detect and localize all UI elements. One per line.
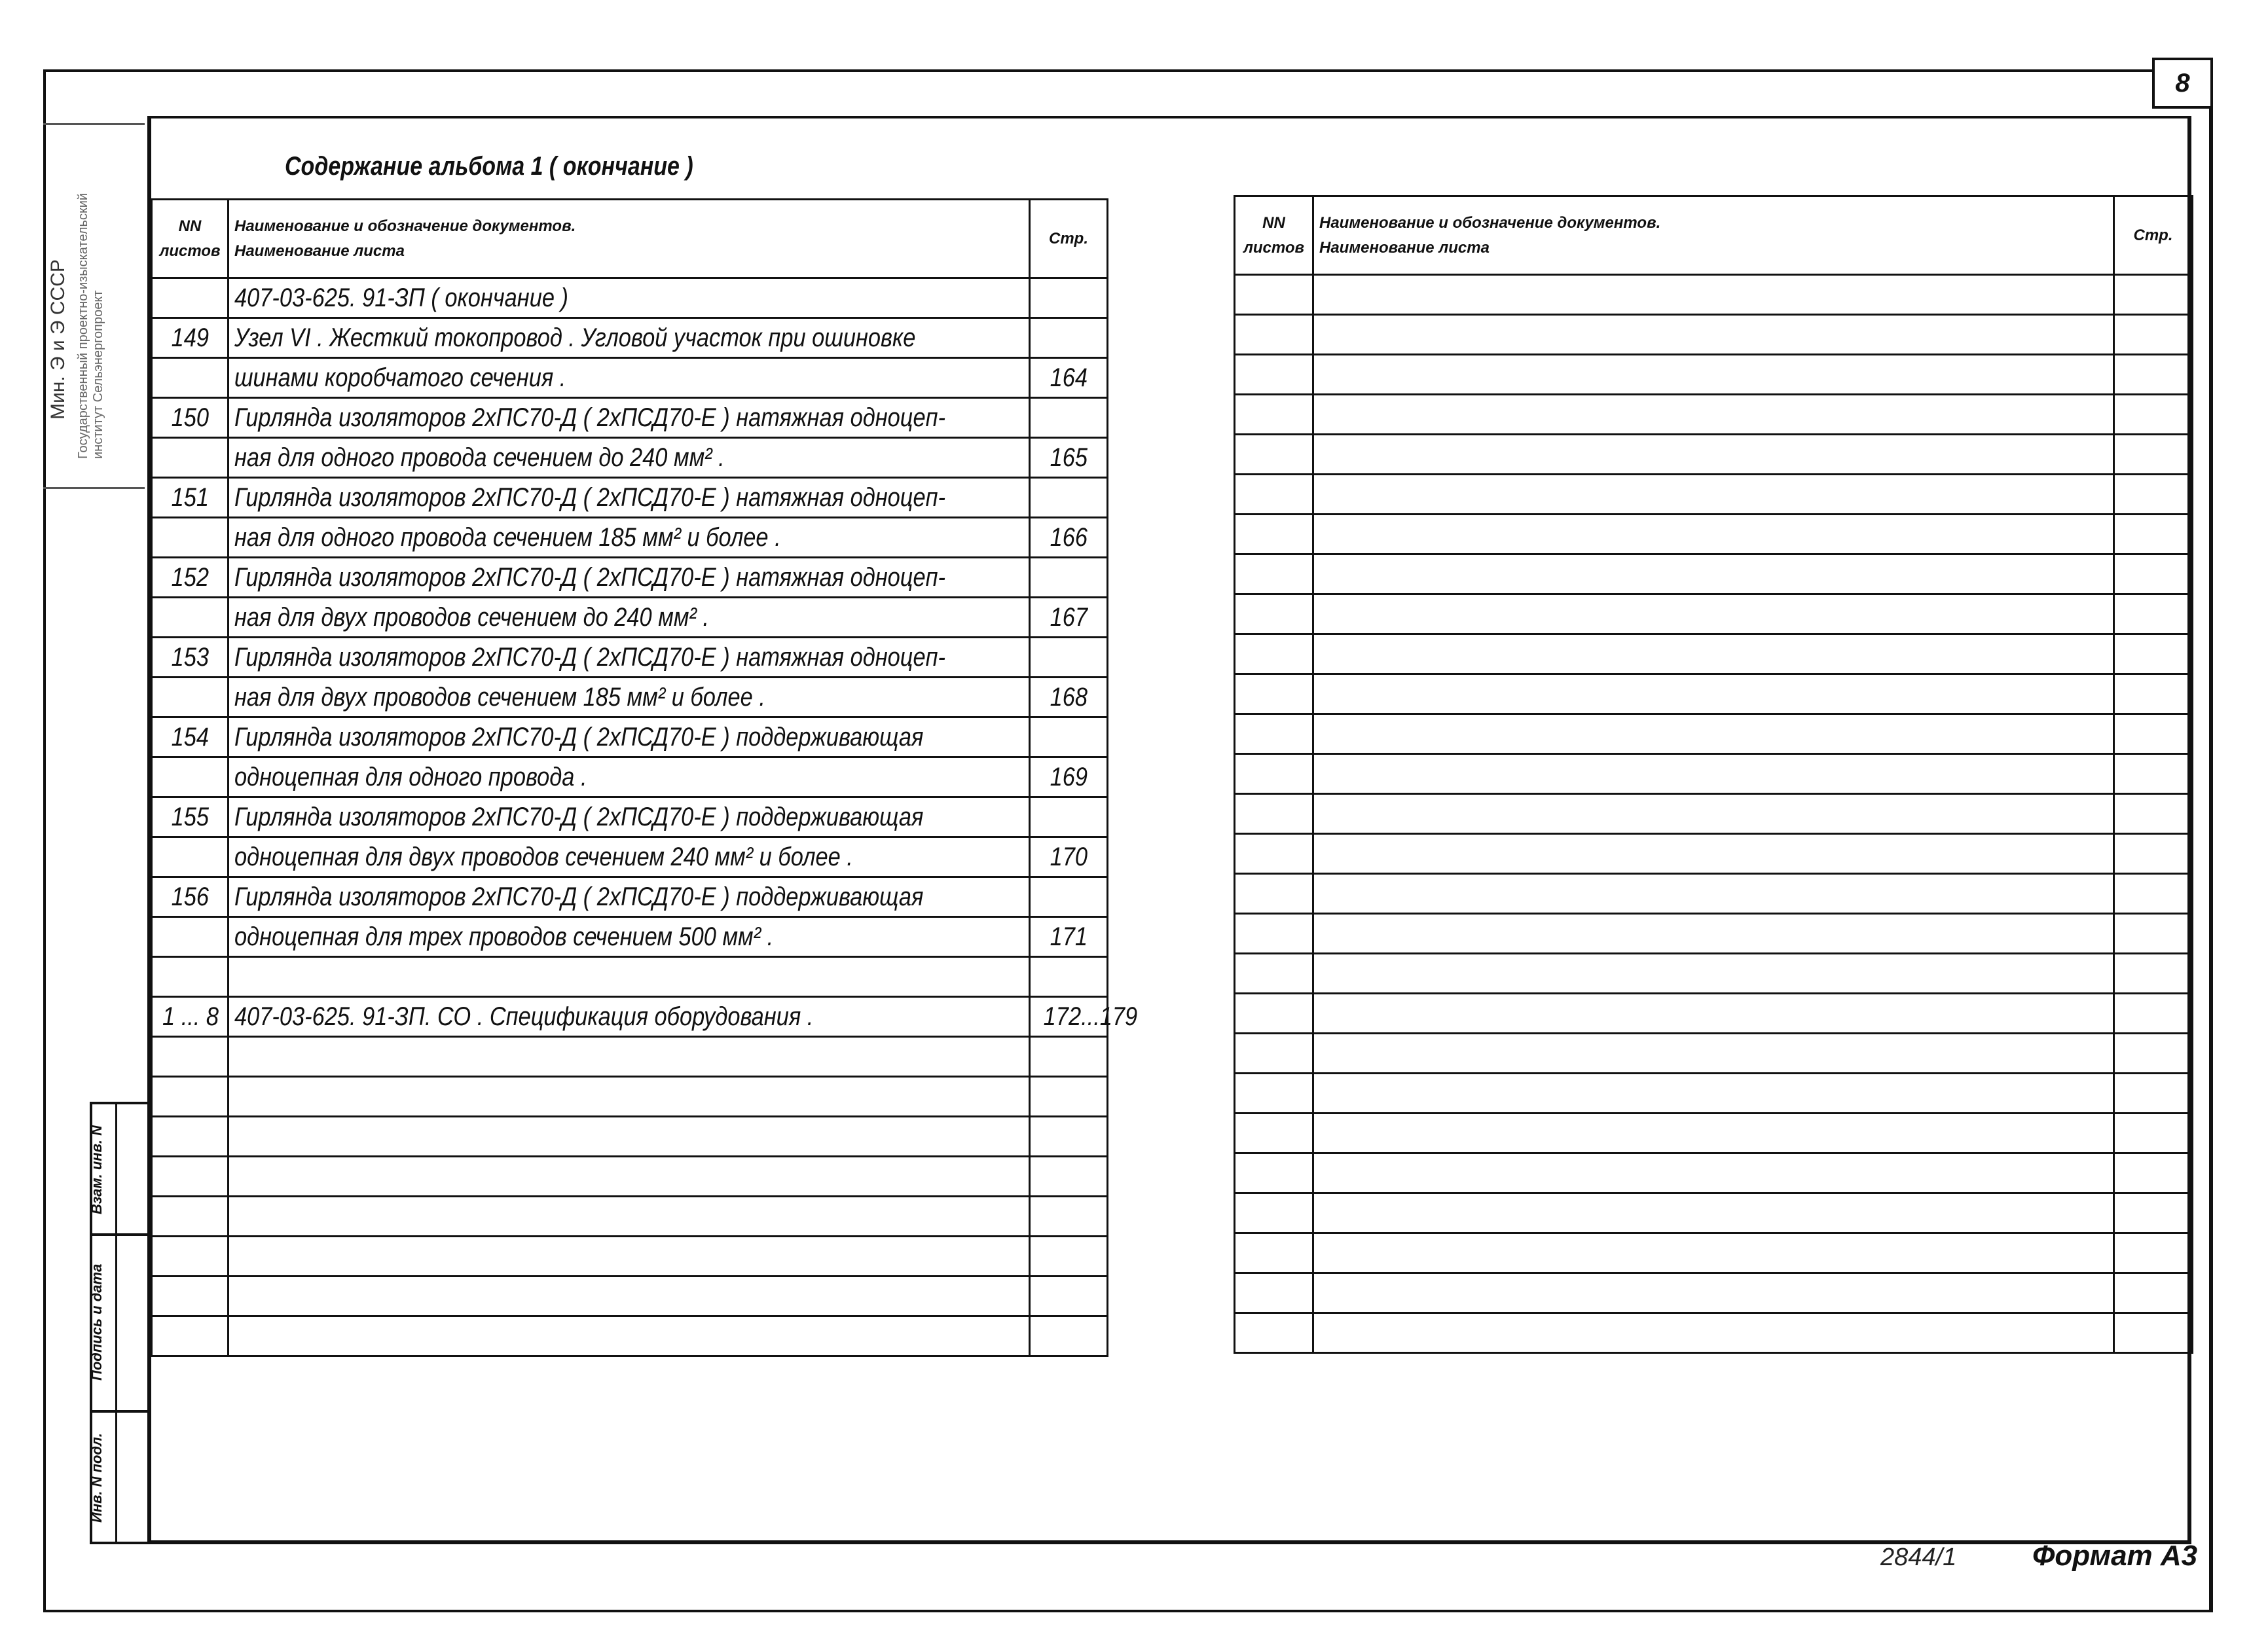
table-row <box>152 837 1108 877</box>
empty-cell <box>1313 395 2114 435</box>
table-row <box>152 638 1108 678</box>
empty-cell <box>2114 634 2193 674</box>
document-number: 2844/1 <box>1880 1544 1957 1571</box>
row-text-cell <box>229 278 1030 318</box>
empty-cell <box>1235 834 1313 874</box>
row-text-cell <box>229 717 1030 757</box>
row-text: одноцепная для двух проводов сечением 240 мм² и более . <box>234 842 853 871</box>
header-name-line1: Наименование и обозначение документов. <box>234 217 576 235</box>
row-page-cell <box>1030 797 1108 837</box>
empty-cell <box>1313 794 2114 834</box>
row-num-cell <box>152 558 229 598</box>
empty-cell <box>2114 315 2193 355</box>
empty-cell <box>1313 914 2114 954</box>
empty-cell <box>2114 395 2193 435</box>
row-page-cell <box>1030 1316 1108 1356</box>
empty-cell <box>1313 355 2114 395</box>
header-name <box>1313 196 2114 275</box>
empty-cell <box>1313 515 2114 554</box>
table-row <box>152 518 1108 558</box>
row-num-cell <box>152 877 229 917</box>
table-row <box>1235 1233 2193 1273</box>
podpis-data-label: Подпись и дата <box>88 1263 105 1381</box>
row-num: 1 ... 8 <box>162 1002 219 1031</box>
row-num-cell <box>152 598 229 638</box>
row-text-cell <box>229 678 1030 717</box>
table-row <box>1235 1074 2193 1114</box>
table-row <box>1235 275 2193 315</box>
row-num: 151 <box>171 482 209 512</box>
table-row <box>1235 1313 2193 1353</box>
empty-cell <box>1235 754 1313 794</box>
empty-cell <box>1313 1034 2114 1074</box>
header-name-line2: Наименование листа <box>234 242 405 260</box>
table-row <box>1235 914 2193 954</box>
empty-cell <box>1235 435 1313 475</box>
row-page-cell <box>1030 1197 1108 1237</box>
row-page: 169 <box>1050 762 1088 791</box>
row-num: 152 <box>171 562 209 592</box>
empty-cell <box>2114 1193 2193 1233</box>
row-num-cell <box>152 1197 229 1237</box>
table-row <box>152 1237 1108 1277</box>
row-text-cell <box>229 638 1030 678</box>
table-row <box>152 318 1108 358</box>
row-num: 156 <box>171 882 209 911</box>
inv-podl-label: Инв. N подл. <box>88 1433 105 1523</box>
table-row <box>152 678 1108 717</box>
row-text-cell <box>229 1277 1030 1316</box>
row-text-cell <box>229 997 1030 1037</box>
row-text: Гирлянда изоляторов 2хПС70-Д ( 2хПСД70-Е ) натяжная одноцеп- <box>234 403 945 432</box>
empty-cell <box>1313 634 2114 674</box>
row-text-cell <box>229 438 1030 478</box>
table-header <box>152 200 1108 278</box>
table-row <box>1235 634 2193 674</box>
empty-cell <box>2114 1273 2193 1313</box>
table-row <box>1235 475 2193 515</box>
empty-cell <box>1235 914 1313 954</box>
table-row <box>152 1316 1108 1356</box>
empty-cell <box>1235 355 1313 395</box>
empty-cell <box>2114 794 2193 834</box>
empty-cell <box>1235 954 1313 994</box>
organization-stamp <box>43 123 145 489</box>
empty-cell <box>1313 275 2114 315</box>
table-row <box>1235 554 2193 594</box>
row-num: 150 <box>171 403 209 432</box>
empty-cell <box>1235 475 1313 515</box>
row-page-cell <box>1030 278 1108 318</box>
table-row <box>152 1077 1108 1117</box>
row-num-cell <box>152 518 229 558</box>
row-text: одноцепная для трех проводов сечением 500 мм² . <box>234 922 774 951</box>
empty-cell <box>2114 515 2193 554</box>
row-num: 149 <box>171 323 209 352</box>
empty-cell <box>1313 1114 2114 1153</box>
row-page-cell <box>1030 1157 1108 1197</box>
empty-cell <box>2114 714 2193 754</box>
row-num-cell <box>152 1037 229 1077</box>
table-row <box>1235 714 2193 754</box>
row-num-cell <box>152 957 229 997</box>
empty-cell <box>1235 634 1313 674</box>
row-page-cell <box>1030 678 1108 717</box>
row-text-cell <box>229 558 1030 598</box>
row-text: 407-03-625. 91-ЗП ( окончание ) <box>234 283 568 312</box>
row-text: Гирлянда изоляторов 2хПС70-Д ( 2хПСД70-Е ) натяжная одноцеп- <box>234 482 945 512</box>
table-row <box>1235 754 2193 794</box>
empty-cell <box>1235 1193 1313 1233</box>
row-text: Гирлянда изоляторов 2хПС70-Д ( 2хПСД70-Е ) поддерживающая <box>234 882 924 911</box>
table-row <box>1235 674 2193 714</box>
table-row <box>152 278 1108 318</box>
empty-cell <box>1313 754 2114 794</box>
empty-cell <box>1235 674 1313 714</box>
empty-cell <box>1313 1074 2114 1114</box>
format-label: Формат А3 <box>2032 1540 2198 1572</box>
table-row <box>152 398 1108 438</box>
empty-cell <box>1313 874 2114 914</box>
header-num: NN листов <box>152 200 229 278</box>
table-row <box>152 1277 1108 1316</box>
row-page-cell <box>1030 438 1108 478</box>
row-text: ная для двух проводов сечением 185 мм² и более . <box>234 682 765 712</box>
row-text-cell <box>229 1237 1030 1277</box>
empty-cell <box>2114 1074 2193 1114</box>
empty-cell <box>1313 994 2114 1034</box>
row-text-cell <box>229 957 1030 997</box>
row-text-cell <box>229 1077 1030 1117</box>
empty-cell <box>1235 515 1313 554</box>
row-page-cell <box>1030 1037 1108 1077</box>
empty-cell <box>1313 1153 2114 1193</box>
row-num-cell <box>152 1157 229 1197</box>
empty-cell <box>1235 794 1313 834</box>
row-num-cell <box>152 757 229 797</box>
empty-cell <box>2114 1153 2193 1193</box>
row-page-cell <box>1030 997 1138 1037</box>
empty-cell <box>1313 1193 2114 1233</box>
row-text-cell <box>229 757 1030 797</box>
row-page-cell <box>1030 957 1108 997</box>
header-name <box>229 200 1030 278</box>
empty-cell <box>1235 1034 1313 1074</box>
row-text: 407-03-625. 91-ЗП. СО . Спецификация оборудования . <box>234 1002 814 1031</box>
row-num-cell <box>152 837 229 877</box>
empty-cell <box>1235 714 1313 754</box>
row-num-cell <box>152 797 229 837</box>
row-num-cell <box>152 917 229 957</box>
empty-cell <box>2114 874 2193 914</box>
table-header <box>1235 196 2193 275</box>
row-num-cell <box>152 1277 229 1316</box>
empty-cell <box>2114 594 2193 634</box>
empty-cell <box>1313 594 2114 634</box>
row-text-cell <box>229 1117 1030 1157</box>
table-row <box>152 757 1108 797</box>
header-page: Стр. <box>2114 196 2193 275</box>
row-num-cell <box>152 1077 229 1117</box>
row-page-cell <box>1030 757 1108 797</box>
table-row <box>152 478 1108 518</box>
empty-cell <box>2114 275 2193 315</box>
empty-cell <box>1235 1273 1313 1313</box>
row-page-cell <box>1030 1077 1108 1117</box>
row-text: Узел VI . Жесткий токопровод . Угловой участок при ошиновке <box>234 323 916 352</box>
row-page-cell <box>1030 1117 1108 1157</box>
row-page-cell <box>1030 478 1108 518</box>
side-stamp-divider <box>92 1233 151 1236</box>
table-row <box>1235 1034 2193 1074</box>
table-row <box>1235 1193 2193 1233</box>
row-page: 167 <box>1050 602 1088 632</box>
header-num: NN листов <box>1235 196 1313 275</box>
row-num-cell <box>152 678 229 717</box>
table-row <box>152 797 1108 837</box>
table-row <box>152 917 1108 957</box>
row-page-cell <box>1030 917 1108 957</box>
row-text: одноцепная для одного провода . <box>234 762 587 791</box>
row-page-cell <box>1030 558 1108 598</box>
row-page: 172...179 <box>1043 1002 1138 1031</box>
empty-cell <box>2114 674 2193 714</box>
table-row <box>152 1157 1108 1197</box>
empty-cell <box>2114 435 2193 475</box>
empty-cell <box>1235 1153 1313 1193</box>
table-row <box>152 438 1108 478</box>
table-row <box>1235 355 2193 395</box>
row-page-cell <box>1030 358 1108 398</box>
table-row <box>1235 954 2193 994</box>
empty-cell <box>1235 554 1313 594</box>
row-num-cell <box>152 318 229 358</box>
row-page-cell <box>1030 598 1108 638</box>
row-text-cell <box>229 1316 1030 1356</box>
table-row <box>1235 874 2193 914</box>
empty-cell <box>1313 475 2114 515</box>
row-num-cell <box>152 478 229 518</box>
row-text: Гирлянда изоляторов 2хПС70-Д ( 2хПСД70-Е ) натяжная одноцеп- <box>234 562 945 592</box>
empty-cell <box>2114 954 2193 994</box>
row-page: 164 <box>1050 363 1088 392</box>
empty-cell <box>2114 754 2193 794</box>
empty-cell <box>1235 594 1313 634</box>
contents-table-left <box>151 198 1138 1357</box>
empty-cell <box>2114 914 2193 954</box>
row-text-cell <box>229 478 1030 518</box>
table-row <box>1235 1153 2193 1193</box>
empty-cell <box>1313 554 2114 594</box>
table-row <box>152 1117 1108 1157</box>
side-stamp-divider <box>92 1410 151 1413</box>
table-row <box>152 997 1108 1037</box>
row-page-cell <box>1030 398 1108 438</box>
empty-cell <box>2114 1114 2193 1153</box>
empty-cell <box>1313 1273 2114 1313</box>
row-page: 165 <box>1050 443 1088 472</box>
table-row <box>1235 1273 2193 1313</box>
row-page-cell <box>1030 717 1108 757</box>
row-text-cell <box>229 398 1030 438</box>
empty-cell <box>2114 1034 2193 1074</box>
header-page: Стр. <box>1030 200 1108 278</box>
row-page: 171 <box>1050 922 1088 951</box>
table-row <box>1235 1114 2193 1153</box>
table-row <box>152 598 1108 638</box>
row-text: Гирлянда изоляторов 2хПС70-Д ( 2хПСД70-Е ) натяжная одноцеп- <box>234 642 945 672</box>
empty-cell <box>1235 1313 1313 1353</box>
empty-cell <box>1235 1114 1313 1153</box>
table-row <box>1235 834 2193 874</box>
row-text: шинами коробчатого сечения . <box>234 363 566 392</box>
row-page-cell <box>1030 1237 1108 1277</box>
row-page-cell <box>1030 1277 1108 1316</box>
header-name-line1: Наименование и обозначение документов. <box>1319 213 1661 232</box>
row-num-cell <box>152 997 229 1037</box>
empty-cell <box>1313 714 2114 754</box>
table-row <box>1235 594 2193 634</box>
empty-cell <box>2114 554 2193 594</box>
row-page-cell <box>1030 318 1108 358</box>
row-num-cell <box>152 717 229 757</box>
empty-cell <box>1235 275 1313 315</box>
row-num: 155 <box>171 802 209 831</box>
table-row <box>152 1037 1108 1077</box>
side-stamp <box>90 1102 151 1544</box>
row-num-cell <box>152 1316 229 1356</box>
row-text-cell <box>229 797 1030 837</box>
row-text-cell <box>229 877 1030 917</box>
row-page-cell <box>1030 638 1108 678</box>
row-text-cell <box>229 837 1030 877</box>
table-row <box>1235 515 2193 554</box>
row-text-cell <box>229 358 1030 398</box>
row-text: ная для двух проводов сечением до 240 мм² . <box>234 602 709 632</box>
empty-cell <box>1313 834 2114 874</box>
table-row <box>152 358 1108 398</box>
row-text-cell <box>229 518 1030 558</box>
row-text: ная для одного провода сечением 185 мм² и более . <box>234 522 781 552</box>
empty-cell <box>1235 1074 1313 1114</box>
empty-cell <box>1313 315 2114 355</box>
table-row <box>152 957 1108 997</box>
row-num-cell <box>152 278 229 318</box>
empty-cell <box>2114 475 2193 515</box>
table-row <box>1235 994 2193 1034</box>
row-page-cell <box>1030 877 1108 917</box>
row-num-cell <box>152 638 229 678</box>
empty-cell <box>1313 674 2114 714</box>
table-row <box>1235 794 2193 834</box>
table-row <box>1235 435 2193 475</box>
empty-cell <box>1235 874 1313 914</box>
empty-cell <box>2114 1313 2193 1353</box>
row-text: ная для одного провода сечением до 240 мм² . <box>234 443 725 472</box>
sheet-number: 8 <box>2152 58 2213 109</box>
row-text-cell <box>229 1157 1030 1197</box>
row-page: 166 <box>1050 522 1088 552</box>
empty-cell <box>1235 315 1313 355</box>
row-page: 168 <box>1050 682 1088 712</box>
row-page-cell <box>1030 518 1108 558</box>
header-name-line2: Наименование листа <box>1319 238 1490 257</box>
row-num-cell <box>152 358 229 398</box>
page-title: Содержание альбома 1 ( окончание ) <box>285 152 693 181</box>
row-text-cell <box>229 1197 1030 1237</box>
empty-cell <box>1313 1313 2114 1353</box>
vzam-inv-label: Взам. инв. N <box>88 1125 105 1214</box>
row-text-cell <box>229 598 1030 638</box>
org-stamp-line2: Государственный проектно-изыскательский институт Сельэнергопроект <box>76 192 105 459</box>
table-row <box>152 717 1108 757</box>
row-page-cell <box>1030 837 1108 877</box>
row-page: 170 <box>1050 842 1088 871</box>
row-text-cell <box>229 917 1030 957</box>
row-text: Гирлянда изоляторов 2хПС70-Д ( 2хПСД70-Е ) поддерживающая <box>234 722 924 752</box>
empty-cell <box>2114 355 2193 395</box>
row-text-cell <box>229 318 1030 358</box>
row-num-cell <box>152 398 229 438</box>
row-num-cell <box>152 1117 229 1157</box>
row-num-cell <box>152 438 229 478</box>
table-row <box>1235 315 2193 355</box>
empty-cell <box>1235 994 1313 1034</box>
row-text: Гирлянда изоляторов 2хПС70-Д ( 2хПСД70-Е ) поддерживающая <box>234 802 924 831</box>
row-num: 153 <box>171 642 209 672</box>
empty-cell <box>1313 1233 2114 1273</box>
empty-cell <box>1235 395 1313 435</box>
table-row <box>152 1197 1108 1237</box>
empty-cell <box>1235 1233 1313 1273</box>
row-text-cell <box>229 1037 1030 1077</box>
contents-table-right <box>1234 195 2193 1354</box>
row-num-cell <box>152 1237 229 1277</box>
row-num: 154 <box>171 722 209 752</box>
empty-cell <box>2114 1233 2193 1273</box>
empty-cell <box>1313 435 2114 475</box>
table-row <box>152 558 1108 598</box>
org-stamp-line1: Мин. Э и Э СССР <box>47 259 69 420</box>
table-row <box>152 877 1108 917</box>
empty-cell <box>1313 954 2114 994</box>
empty-cell <box>2114 994 2193 1034</box>
empty-cell <box>2114 834 2193 874</box>
table-row <box>1235 395 2193 435</box>
